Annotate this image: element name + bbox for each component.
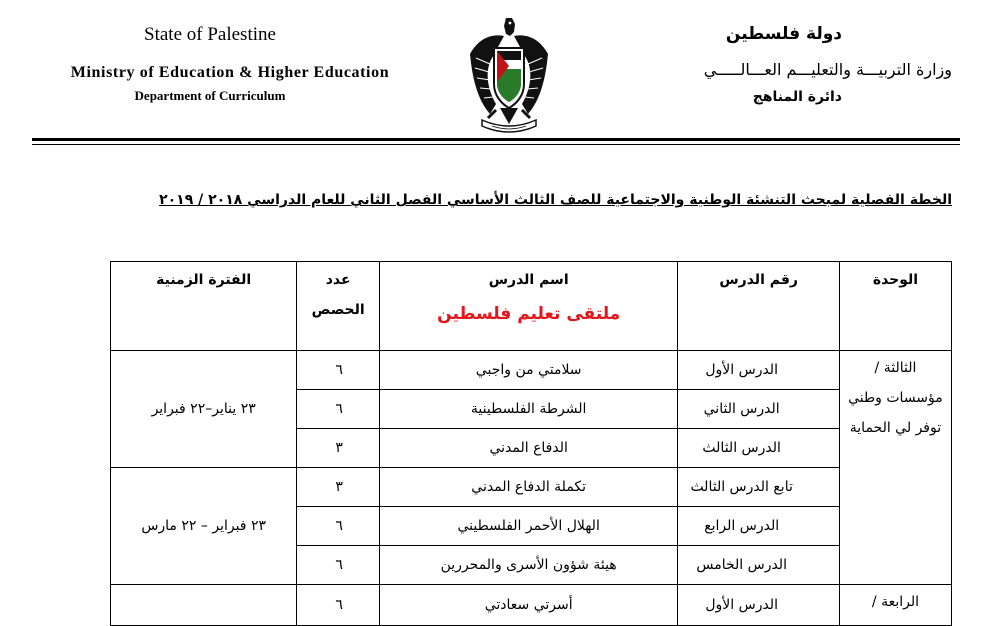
lesson-number-cell: الدرس الثاني (678, 390, 840, 429)
unit-cell: الرابعة / (839, 585, 951, 626)
lesson-number-cell: الدرس الخامس (678, 546, 840, 585)
state-name-ar: دولة فلسطين (725, 24, 842, 44)
arabic-header (592, 24, 952, 105)
ministry-name-ar: وزارة التربيـــة والتعليـــم العـــالـــــي (703, 60, 952, 79)
header-count-line2: الحصص (311, 302, 365, 318)
lesson-number-cell: الدرس الأول (678, 351, 840, 390)
table-row (111, 468, 952, 507)
watermark-text: ملتقى تعليم فلسطين (437, 304, 621, 324)
header-divider-thick (32, 138, 960, 141)
header-count-line1: عدد (325, 272, 351, 288)
lesson-name-cell: تكملة الدفاع المدني (379, 468, 677, 507)
table-row (111, 351, 952, 390)
session-count-cell: ٦ (297, 507, 380, 546)
english-header (40, 24, 420, 104)
department-name-ar: دائرة المناهج (752, 89, 842, 105)
header-lesson-name-label: اسم الدرس (488, 272, 569, 288)
session-count-cell: ٣ (297, 468, 380, 507)
session-count-cell: ٦ (297, 585, 380, 626)
state-name-en: State of Palestine (144, 24, 276, 45)
period-cell: ٢٣ فبراير – ٢٢ مارس (111, 468, 297, 585)
header-period: الفترة الزمنية (111, 262, 297, 351)
lesson-number-cell: تابع الدرس الثالث (678, 468, 840, 507)
palestine-eagle-emblem-icon (466, 14, 552, 136)
lesson-name-cell: الدفاع المدني (379, 429, 677, 468)
lesson-name-cell: سلامتي من واجبي (379, 351, 677, 390)
department-name-en: Department of Curriculum (134, 88, 286, 103)
session-count-cell: ٣ (297, 429, 380, 468)
header-lesson-number: رقم الدرس (678, 262, 840, 351)
ministry-name-en: Ministry of Education & Higher Education (70, 64, 390, 81)
lesson-name-cell: أسرتي سعادتي (379, 585, 677, 626)
header-lesson-name (379, 262, 677, 351)
plan-title: الخطة الفصلية لمبحث التنشئة الوطنية والاجتماعية للصف الثالث الأساسي الفصل الثاني للعام الدراسي ٢٠١٨ / ٢٠١٩ (159, 192, 952, 208)
table-row (111, 585, 952, 626)
lesson-name-cell: الهلال الأحمر الفلسطيني (379, 507, 677, 546)
session-count-cell: ٦ (297, 390, 380, 429)
lesson-name-cell: هيئة شؤون الأسرى والمحررين (379, 546, 677, 585)
lesson-plan-table (110, 261, 952, 626)
unit-cell: الثالثة / مؤسسات وطني توفر لي الحماية (839, 351, 951, 585)
lesson-number-cell: الدرس الرابع (678, 507, 840, 546)
table-header-row (111, 262, 952, 351)
session-count-cell: ٦ (297, 351, 380, 390)
lesson-number-cell: الدرس الثالث (678, 429, 840, 468)
lesson-number-cell: الدرس الأول (678, 585, 840, 626)
session-count-cell: ٦ (297, 546, 380, 585)
lesson-name-cell: الشرطة الفلسطينية (379, 390, 677, 429)
period-cell: ٢٣ يناير–٢٢ فبراير (111, 351, 297, 468)
header-session-count (297, 262, 380, 351)
header-unit: الوحدة (839, 262, 951, 351)
period-cell (111, 585, 297, 626)
header-divider-thin (32, 144, 960, 145)
